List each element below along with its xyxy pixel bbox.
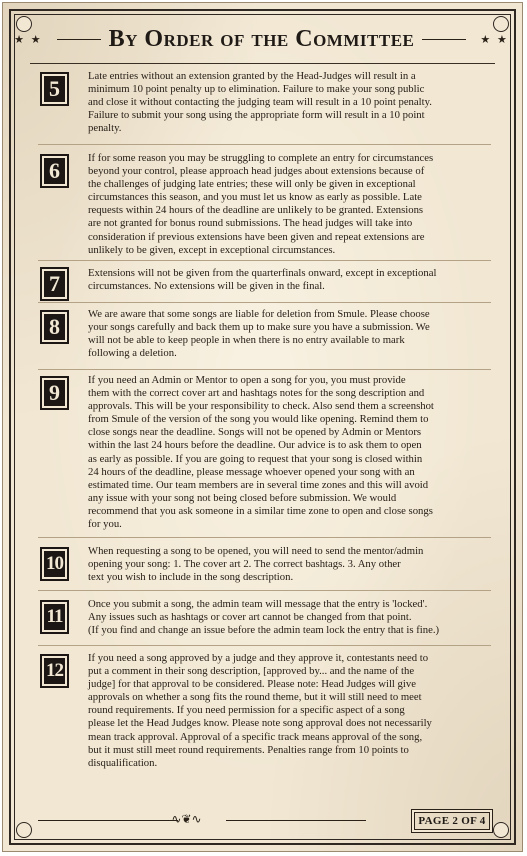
rule-number-badge: 5 xyxy=(40,72,69,106)
rule-divider xyxy=(38,260,491,261)
rule-text: When requesting a song to be opened, you will need to send the mentor/admin opening your song: 1. The cover art 2. The correct bashtags. 3. Any other text you wish to include in the song description. xyxy=(88,545,424,584)
rule-number-badge: 6 xyxy=(40,154,69,188)
rule-text: Once you submit a song, the admin team will message that the entry is 'locked'. Any issues such as hashtags or cover art cannot be changed from that point. (If you find and change an issue before the admin team lock the entry that is fine.) xyxy=(88,598,440,637)
rule-text: If you need an Admin or Mentor to open a song for you, you must provide them with the correct cover art and hashtags notes for the song description and approvals. This will be your responsibility to check. Also send them a screenshot from Smule of the version of the song you would like opening. Remind them to close songs near the deadline. Songs will not be opened by Admin or Mentors within the last 24 hours before the deadline. Our advice is to ask them to open as early as possible. If you are going to request that your song is closed within 24 hours of the deadline, please message whoever opened your song with an estimated time. Our team members are in several time zones and this will avoid any issue with your song not being closed before submission. We would recommend that you ask someone in a similar time zone to open and close songs for you. xyxy=(88,374,434,531)
rule-divider xyxy=(38,302,491,303)
rule-divider xyxy=(38,369,491,370)
rule-text: We are aware that some songs are liable for deletion from Smule. Please choose your songs carefully and back them up to make sure you have a submission. We will not be able to keep people in when there is no entry available to mark following a deletion. xyxy=(88,308,430,360)
footer-line-right xyxy=(226,820,366,821)
rule-divider xyxy=(38,537,491,538)
page-title: By Order of the Committee xyxy=(108,26,415,52)
rule-divider xyxy=(38,645,491,646)
rule-divider xyxy=(38,144,491,145)
star-ornament-left: ★ ★ xyxy=(14,34,43,46)
footer-flourish-ornament: ∿❦∿ xyxy=(171,812,202,826)
rule-number-badge: 8 xyxy=(40,310,69,344)
rule-number-badge: 9 xyxy=(40,376,69,410)
rule-number-badge: 11 xyxy=(40,600,69,634)
rule-number-badge: 10 xyxy=(40,547,69,581)
rule-text: If you need a song approved by a judge and they approve it, contestants need to put a comment in their song description, [approved by... and the name of the judge] for that approval to be considered. Please note: Head Judges will give approvals on whether a song fits the round theme, but it will still need to meet round requirements. If you need permission for a specific aspect of a song please let the Head Judges know. Please note song approval does not necessarily mean track approval. Approval of a specific track means approval of the song, but it must still meet round requirements. Penalties range from 10 points to disqualification. xyxy=(88,652,432,769)
rule-divider xyxy=(38,590,491,591)
rule-text: If for some reason you may be struggling to complete an entry for circumstances beyond your control, please approach head judges about extensions because of the challenges of judging late entries; these will only be given in exceptional circumstances this season, and you must let us know as early as possible. Late requests within 24 hours of the deadline are unlikely to be granted. Extensions are not granted for bonus round submissions. The head judges will take into consideration if previous extensions have been given and repeat extensions are unlikely to be given, except in exceptional circumstances. xyxy=(88,152,434,256)
rule-number-badge: 12 xyxy=(40,654,69,688)
rule-text: Extensions will not be given from the quarterfinals onward, except in exceptional circumstances. No extensions will be given in the final. xyxy=(88,267,437,293)
page-indicator: PAGE 2 OF 4 xyxy=(411,809,493,833)
star-ornament-right: ★ ★ xyxy=(480,34,509,46)
rule-text: Late entries without an extension granted by the Head-Judges will result in a minimum 10 point penalty up to elimination. Failure to make your song public and close it without contacting the judging team will result in a 10 point penalty. Failure to submit your song using the appropriate form will result in a 10 point penalty. xyxy=(88,70,432,135)
rule-number-badge: 7 xyxy=(40,267,69,301)
